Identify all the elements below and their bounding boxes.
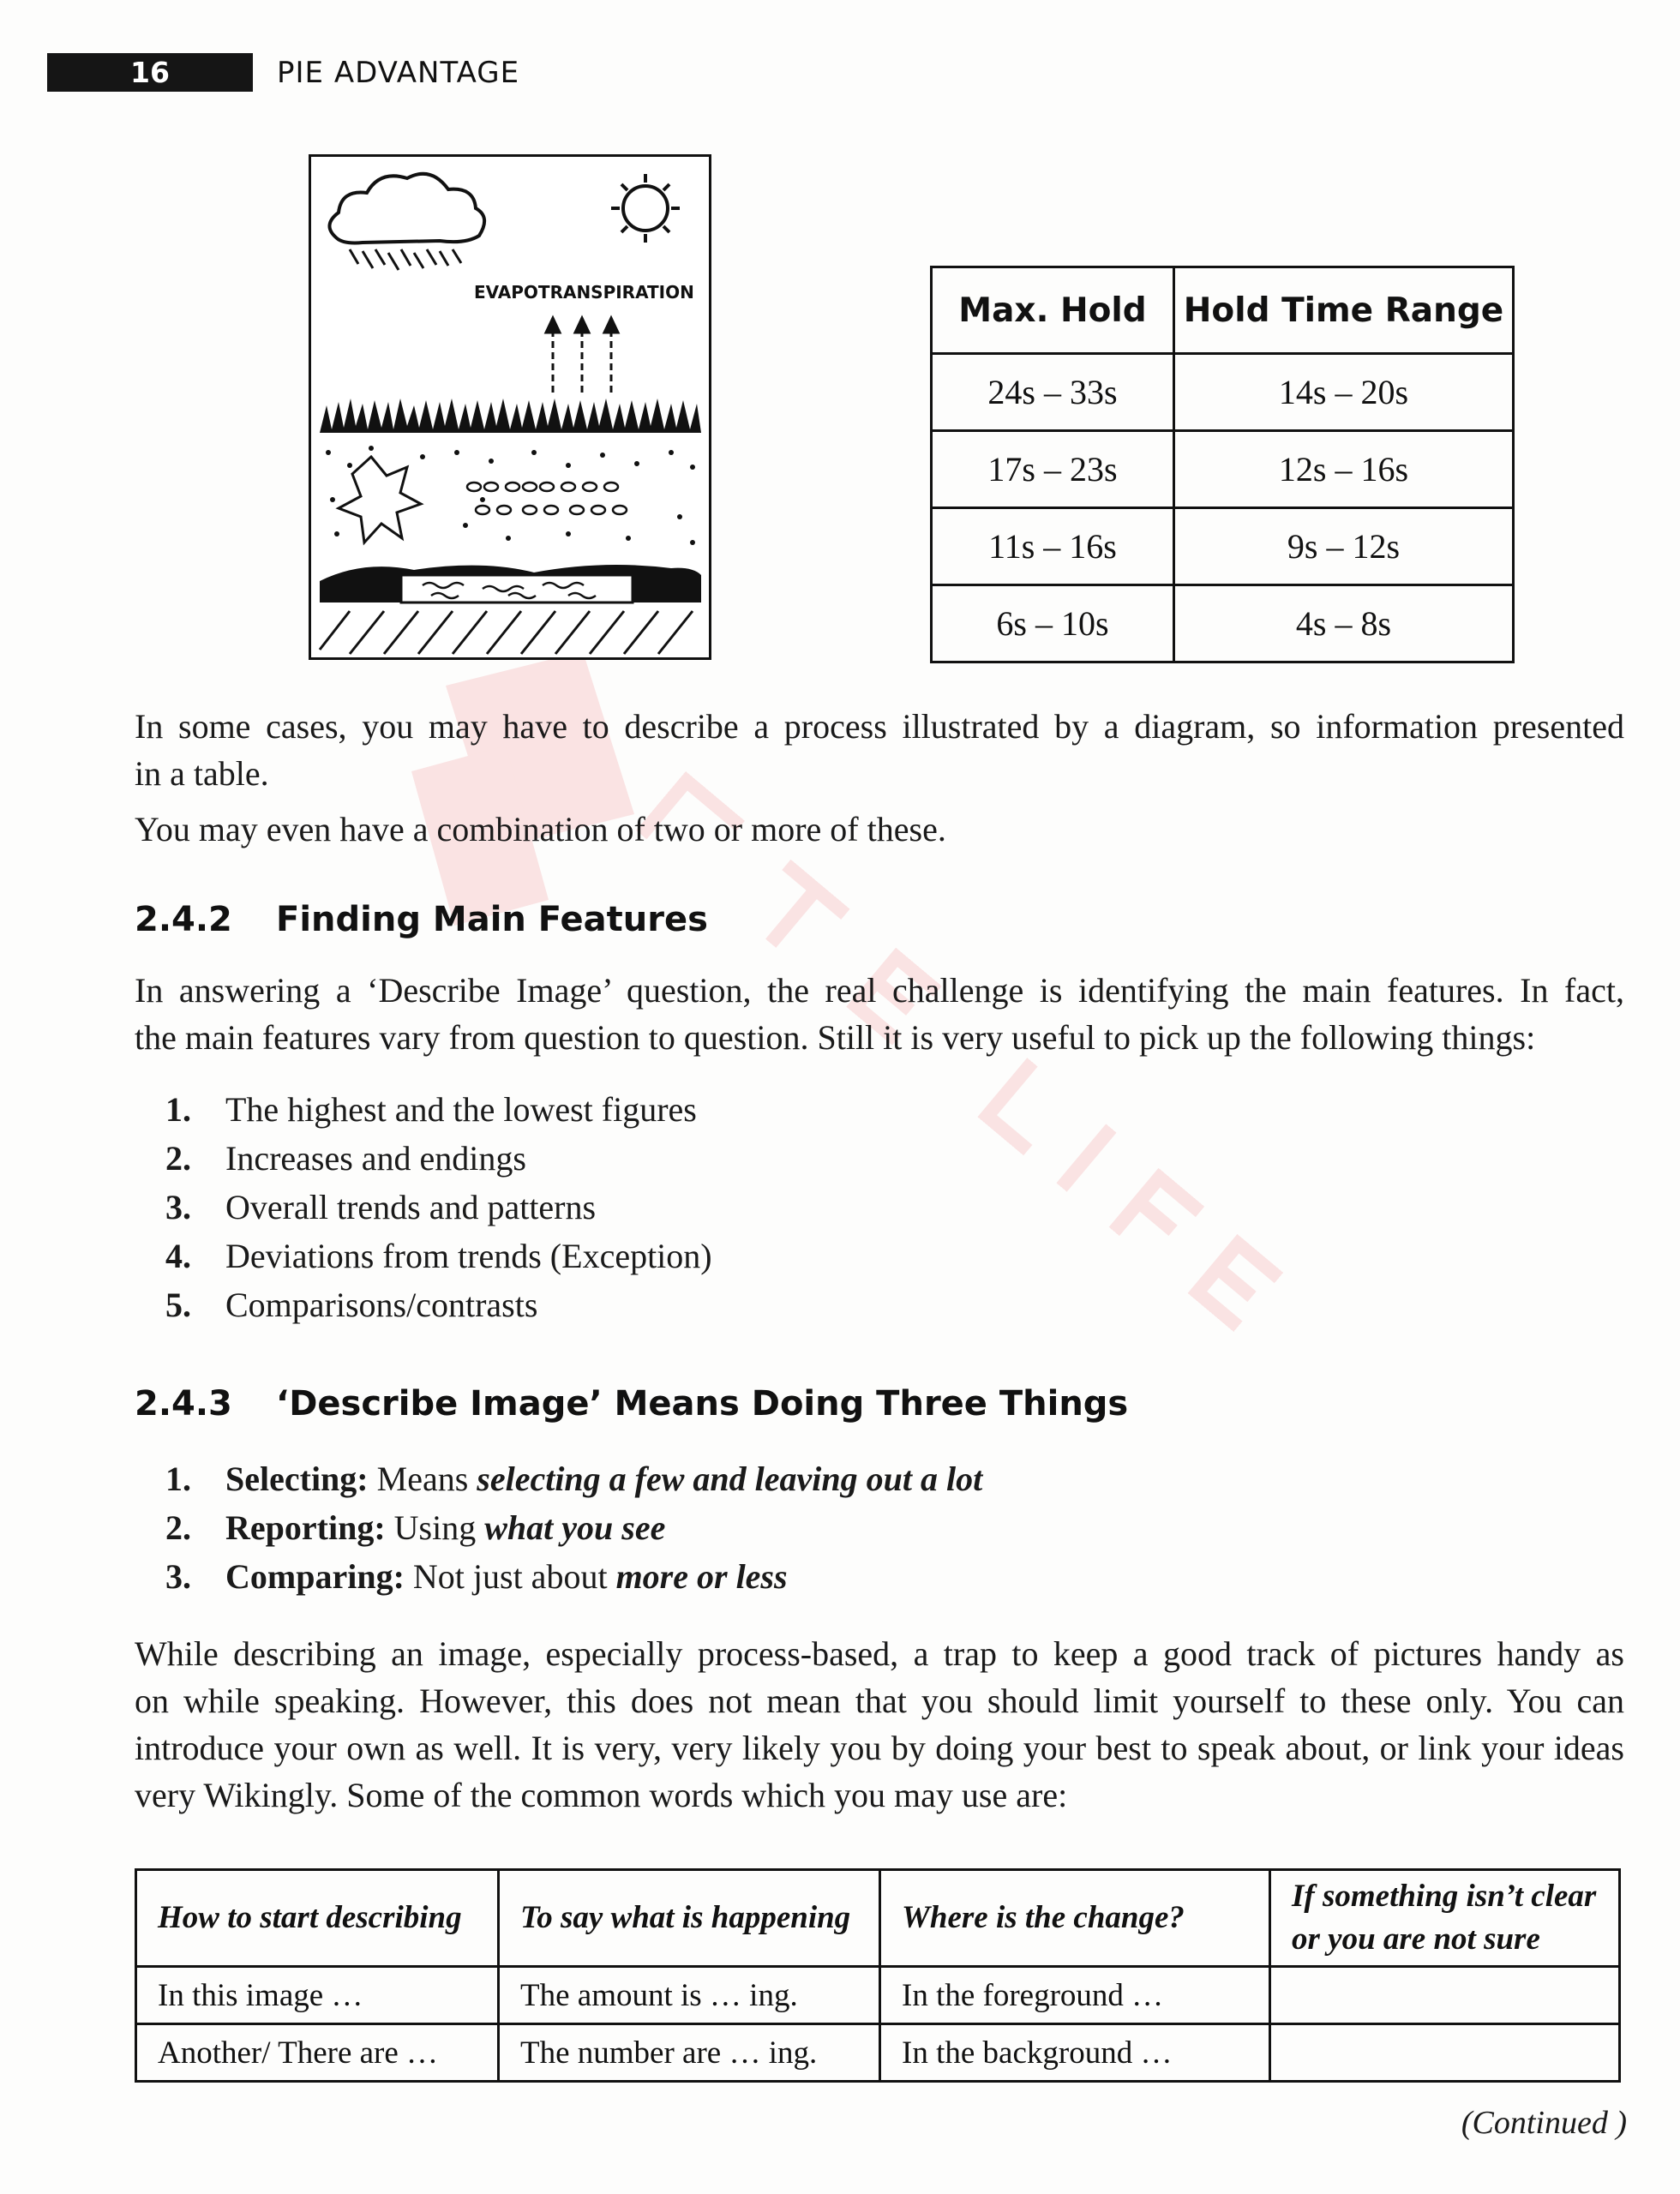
list-item: 5. Comparisons/contrasts [165, 1286, 538, 1324]
paragraph-line: While describing an image, especially process-based, a trap to keep a good track of pictures handy as [135, 1634, 1624, 1673]
table-cell: The number are … ing. [499, 2024, 880, 2082]
table-header: How to start describing [136, 1870, 499, 1967]
evapotranspiration-diagram [309, 154, 711, 660]
rain-icon [350, 249, 461, 270]
section-heading-242 [135, 900, 708, 939]
table-cell: Another/ There are … [136, 2024, 499, 2082]
table-cell: 17s – 23s [932, 431, 1174, 508]
table-row [932, 585, 1514, 662]
table-cell: 14s – 20s [1174, 354, 1514, 431]
section-number: 2.4.2 [135, 900, 232, 939]
table-header: Max. Hold [932, 267, 1174, 354]
sun-icon [611, 174, 680, 243]
table-row [932, 508, 1514, 585]
main-features-list [165, 1085, 712, 1329]
paragraph-line: In some cases, you may have to describe a process illustrated by a diagram, so information presented [135, 707, 1624, 746]
list-item: 1. Selecting: Means selecting a few and leaving out a lot [165, 1460, 983, 1498]
paragraph-line: In answering a ‘Describe Image’ question, the real challenge is identifying the main features. In fact, [135, 971, 1624, 1010]
table-cell: In the foreground … [880, 1967, 1270, 2024]
section-243-paragraph [135, 1630, 1624, 1819]
common-words-table [135, 1868, 1621, 2083]
table-cell: 4s – 8s [1174, 585, 1514, 662]
paragraph-line: very Wikingly. Some of the common words which you may use are: [135, 1776, 1068, 1814]
table-cell [1270, 1967, 1620, 2024]
intro-paragraph [135, 703, 1624, 797]
section-242-paragraph [135, 967, 1624, 1061]
paragraph-line: introduce your own as well. It is very, very likely you by doing your best to speak about, or link your ideas [135, 1729, 1624, 1767]
table-cell [1270, 2024, 1620, 2082]
list-item: 3. Overall trends and patterns [165, 1188, 597, 1226]
table-cell: The amount is … ing. [499, 1967, 880, 2024]
paragraph-line: on while speaking. However, this does not mean that you should limit yourself to these only. You can [135, 1681, 1624, 1720]
three-things-list [165, 1454, 982, 1601]
section-title: Finding Main Features [276, 900, 708, 939]
table-cell: 24s – 33s [932, 354, 1174, 431]
intro-paragraph-2 [135, 806, 1624, 853]
page-number: 16 [47, 53, 253, 92]
paragraph-line: You may even have a combination of two or more of these. [135, 810, 946, 848]
table-cell: 12s – 16s [1174, 431, 1514, 508]
grass-icon [320, 399, 701, 433]
section-heading-243 [135, 1384, 1128, 1424]
list-item: 3. Comparing: Not just about more or less [165, 1557, 788, 1596]
table-row [932, 354, 1514, 431]
running-head: PIE ADVANTAGE [277, 55, 520, 90]
table-cell: In this image … [136, 1967, 499, 2024]
list-item: 2. Increases and endings [165, 1139, 526, 1178]
hold-time-table [930, 266, 1515, 663]
list-item: 1. The highest and the lowest figures [165, 1090, 697, 1129]
table-header: To say what is happening [499, 1870, 880, 1967]
paragraph-line: in a table. [135, 754, 269, 793]
continued-note: (Continued ) [1461, 2105, 1627, 2141]
list-item: 4. Deviations from trends (Exception) [165, 1237, 712, 1275]
paragraph-line: the main features vary from question to question. Still it is very useful to pick up the following things: [135, 1018, 1536, 1057]
list-item: 2. Reporting: Using what you see [165, 1508, 666, 1547]
table-cell: 6s – 10s [932, 585, 1174, 662]
cloud-icon [329, 174, 484, 243]
arrow-up-icon [546, 318, 618, 393]
table-cell: 11s – 16s [932, 508, 1174, 585]
table-row [932, 431, 1514, 508]
table-header: Hold Time Range [1174, 267, 1514, 354]
table-cell: In the background … [880, 2024, 1270, 2082]
diagram-label: EVAPOTRANSPIRATION [474, 282, 694, 303]
table-cell: 9s – 12s [1174, 508, 1514, 585]
table-header: Where is the change? [880, 1870, 1270, 1967]
table-row [136, 2024, 1620, 2082]
table-row [136, 1967, 1620, 2024]
section-title: ‘Describe Image’ Means Doing Three Things [276, 1384, 1129, 1424]
section-number: 2.4.3 [135, 1384, 232, 1424]
table-header: If something isn’t clear or you are not sure [1270, 1870, 1620, 1967]
soil-layer [326, 446, 695, 545]
